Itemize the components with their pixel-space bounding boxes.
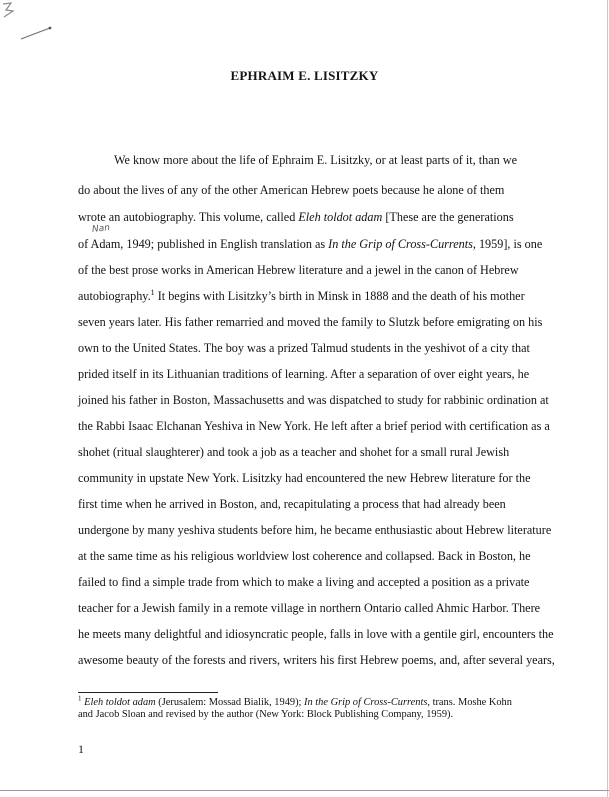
body-line: the Rabbi Isaac Elchanan Yeshiva in New York. He left after a brief period with certification as a <box>78 419 550 433</box>
footnote-divider <box>78 692 218 693</box>
body-text: autobiography. <box>78 289 151 303</box>
body-text: [These are the generations <box>382 210 514 224</box>
footnote-line: and Jacob Sloan and revised by the author (New York: Block Publishing Company, 1959). <box>78 709 454 720</box>
body-line <box>78 289 538 303</box>
body-line: he meets many delightful and idiosyncratic people, falls in love with a gentile girl, encounters the <box>78 627 554 641</box>
footnote-text: , trans. Moshe Kohn <box>427 697 512 708</box>
body-text: of Adam, 1949; published in English translation as <box>78 237 329 251</box>
body-line: first time when he arrived in Boston, and, recapitulating a process that had already been <box>78 497 506 511</box>
book-title-english: In the Grip of Cross-Currents <box>328 237 473 251</box>
page-edge-right <box>607 0 608 797</box>
book-title-hebrew: Eleh toldot adam <box>298 210 383 224</box>
footnote-title-english: In the Grip of Cross-Currents <box>304 697 428 708</box>
body-line <box>78 210 538 224</box>
body-line <box>78 237 543 251</box>
scan-corner-mark <box>2 2 16 18</box>
body-line: do about the lives of any of the other American Hebrew poets because he alone of them <box>78 183 505 197</box>
body-line: own to the United States. The boy was a prized Talmud students in the yeshivot of a city that <box>78 341 530 355</box>
footnote-number: 1 <box>78 694 82 703</box>
body-line: at the same time as his religious worldview lost coherence and collapsed. Back in Boston, he <box>78 549 531 563</box>
body-line: prided itself in its Lithuanian traditions of learning. After a separation of over eight years, he <box>78 367 530 381</box>
page-title: EPHRAIM E. LISITZKY <box>230 68 379 83</box>
body-line: undergone by many yeshiva students before him, he became enthusiastic about Hebrew literature <box>78 523 552 537</box>
body-line: community in upstate New York. Lisitzky had encountered the new Hebrew literature for the <box>78 471 531 485</box>
footnote-reference: 1 <box>150 287 155 297</box>
footnote-title-hebrew: Eleh toldot adam <box>84 697 156 708</box>
body-line: failed to find a simple trade from which to make a living and accepted a position as a private <box>78 575 530 589</box>
body-line: awesome beauty of the forests and rivers, writers his first Hebrew poems, and, after several years, <box>78 653 555 667</box>
body-line: joined his father in Boston, Massachusetts and was dispatched to study for rabbinic ordination at <box>78 393 549 407</box>
body-line: We know more about the life of Ephraim E. Lisitzky, or at least parts of it, than we <box>114 153 518 167</box>
footnote-text: (Jerusalem: Mossad Bialik, 1949); <box>155 697 305 708</box>
body-line: of the best prose works in American Hebrew literature and a jewel in the canon of Hebrew <box>78 263 519 277</box>
body-text: , 1959], is one <box>472 237 543 251</box>
body-line: teacher for a Jewish family in a remote village in northern Ontario called Ahmic Harbor. There <box>78 601 541 615</box>
body-line: seven years later. His father remarried and moved the family to Slutzk before emigrating on his <box>78 315 543 329</box>
body-line: shohet (ritual slaughterer) and took a job as a teacher and shohet for a small rural Jewish <box>78 445 510 459</box>
handwritten-annotation: Nan <box>91 223 111 235</box>
footnote <box>78 694 548 709</box>
page-number: 1 <box>78 742 84 756</box>
body-text: wrote an autobiography. This volume, called <box>78 210 299 224</box>
scan-pen-mark <box>20 25 54 41</box>
page-edge-bottom <box>0 790 609 791</box>
body-text: It begins with Lisitzky’s birth in Minsk in 1888 and the death of his mother <box>154 289 525 303</box>
